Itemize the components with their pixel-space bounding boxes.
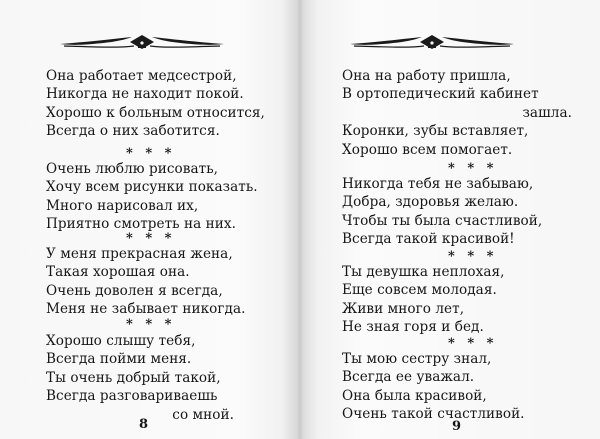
asterism-separator: * * * (448, 336, 498, 351)
left-page (0, 0, 298, 439)
poem-line: Много нарисовал их, (46, 197, 199, 214)
poem-line: Не зная горя и бед. (342, 319, 484, 336)
poem-line: Хочу всем рисунки показать. (46, 179, 258, 196)
poem-line: Очень люблю рисовать, (46, 161, 219, 177)
poem-line: Никогда тебя не забываю, (342, 176, 534, 192)
poem-line: Добра, здоровья желаю. (342, 194, 519, 211)
poem-line: Она работает медсестрой, (46, 68, 237, 84)
decorative-flourish-icon (58, 33, 226, 53)
decorative-flourish-icon (348, 33, 516, 53)
poem (46, 245, 246, 319)
asterism-separator: * * * (448, 249, 498, 264)
poem (342, 67, 572, 159)
page-number: 8 (139, 417, 149, 432)
poem-line: Всегда разговариваешь (46, 388, 218, 405)
poem-line: Меня не забывает никогда. (46, 301, 246, 318)
poem-line: Чтобы ты была счастливой, (342, 212, 543, 229)
poem-line: Очень доволен я всегда, (46, 282, 223, 299)
poem-line: Хорошо к больным относится, (46, 104, 265, 121)
poem-line: Всегда о них заботится. (46, 123, 220, 140)
poem (342, 350, 572, 424)
asterism-separator: * * * (126, 231, 176, 246)
poem-line: Ты очень добрый такой, (46, 369, 221, 386)
poem-line: Всегда такой красивой! (342, 231, 515, 248)
poem (342, 175, 572, 249)
poem (46, 332, 234, 424)
poem-line: Очень такой счастливой. (342, 406, 525, 423)
poem-line: У меня прекрасная жена, (46, 246, 233, 262)
asterism-separator: * * * (126, 317, 176, 332)
right-page (302, 0, 600, 439)
poem-line: Ты мою сестру знал, (342, 351, 492, 367)
poem-line: Хорошо всем помогает. (342, 141, 513, 158)
poem-line: Никогда не находит покой. (46, 86, 244, 103)
asterism-separator: * * * (448, 161, 498, 176)
poem-line: Приятно смотреть на них. (46, 216, 236, 233)
poem-line: Всегда пойми меня. (46, 351, 192, 368)
poem (46, 67, 265, 141)
poem-line: зашла. (522, 104, 572, 121)
poem-line: Она на работу пришла, (342, 68, 511, 84)
poem-line: Она была красивой, (342, 387, 487, 404)
poem-line: Такая хорошая она. (46, 264, 190, 281)
poem (342, 263, 572, 337)
poem (46, 160, 258, 234)
poem-line: Ты девушка неплохая, (342, 264, 505, 280)
poem-line: со мной. (172, 406, 234, 423)
poem-line: Коронки, зубы вставляет, (342, 123, 529, 140)
poem-line: Еще совсем молодая. (342, 282, 497, 299)
poem-line: Живи много лет, (342, 300, 465, 317)
poem-line: Всегда ее уважал. (342, 369, 475, 386)
page-number: 9 (452, 419, 462, 434)
poem-line: Хорошо слышу тебя, (46, 333, 196, 349)
poem-line: В ортопедический кабинет (342, 86, 539, 103)
asterism-separator: * * * (126, 146, 176, 161)
